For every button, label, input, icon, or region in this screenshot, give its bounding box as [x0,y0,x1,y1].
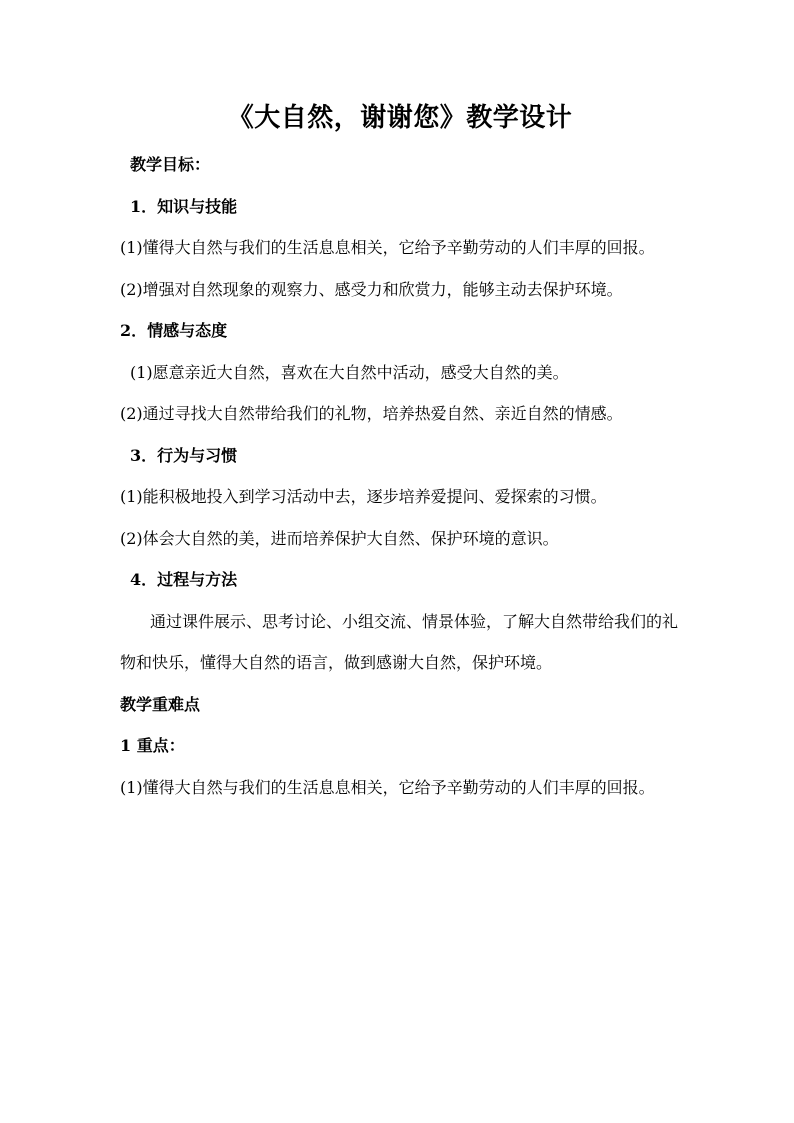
goal-item: (1)懂得大自然与我们的生活息息相关，它给予辛勤劳动的人们丰厚的回报。 [120,238,655,257]
goal-heading-emotion: 2．情感与态度 [120,321,228,340]
goal-paragraph: 通过课件展示、思考讨论、小组交流、情景体验，了解大自然带给我们的礼物和快乐，懂得大自然的语言，做到感谢大自然，保护环境。 [120,611,679,672]
goal-item: (2)通过寻找大自然带给我们的礼物，培养热爱自然、亲近自然的情感。 [120,404,623,423]
section-heading-goals: 教学目标： [130,155,211,174]
goal-heading-behavior: 3．行为与习惯 [130,445,238,465]
key-item: (1)懂得大自然与我们的生活息息相关，它给予辛勤劳动的人们丰厚的回报。 [120,777,655,797]
document-body [120,98,680,808]
goal-heading-knowledge: 1．知识与技能 [130,196,238,216]
goal-item: (1)能积极地投入到学习活动中去，逐步培养爱提问、爱探索的习惯。 [120,487,607,506]
key-heading: 1 重点： [120,736,185,755]
goal-item: (2)体会大自然的美，进而培养保护大自然、保护环境的意识。 [120,528,559,548]
goal-heading-process: 4．过程与方法 [130,570,238,589]
goal-item: (2)增强对自然现象的观察力、感受力和欣赏力，能够主动去保护环境。 [120,279,623,299]
goal-item: (1)愿意亲近大自然，喜欢在大自然中活动，感受大自然的美。 [130,362,569,382]
document-title: 《大自然，谢谢您》教学设计 [227,103,573,133]
section-heading-key-points: 教学重难点 [120,694,201,714]
